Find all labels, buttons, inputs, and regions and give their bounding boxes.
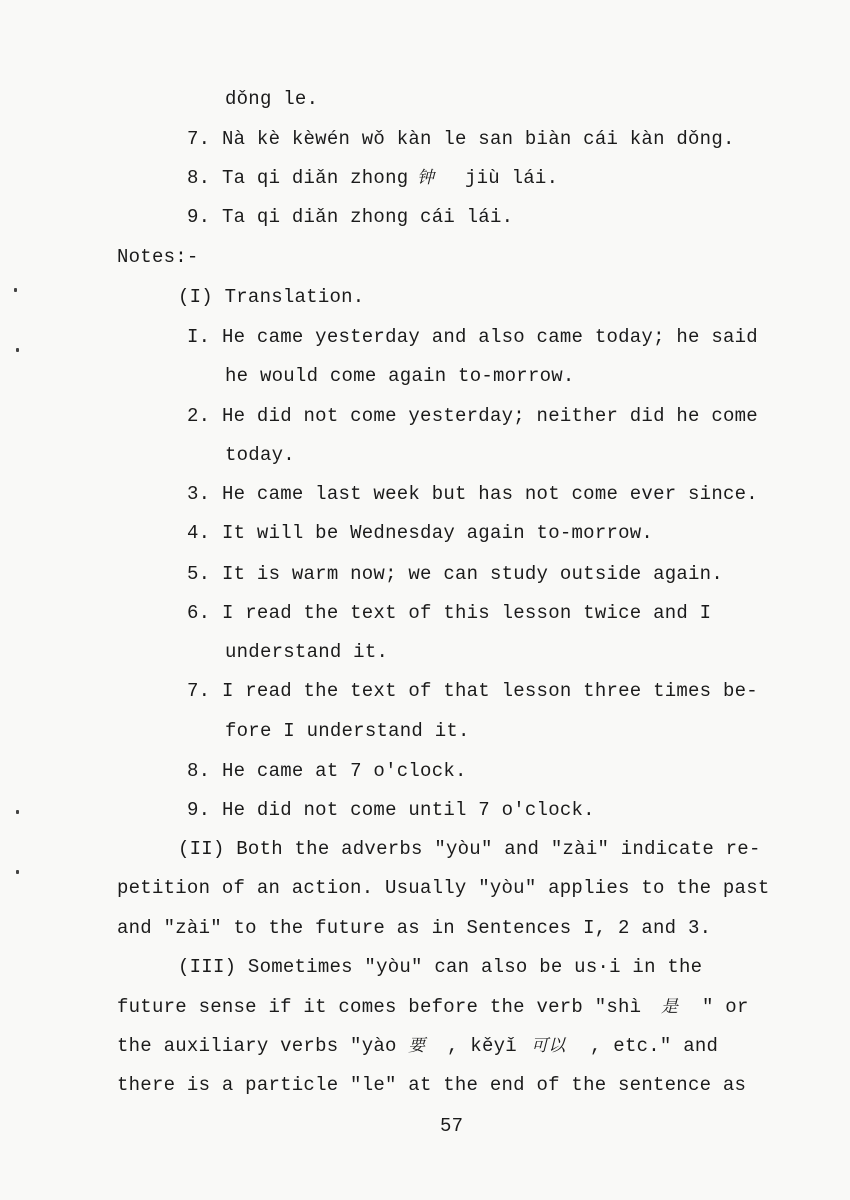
text-line: (III) Sometimes "yòu" can also be us·i in the: [178, 956, 703, 978]
text-line: petition of an action. Usually "yòu" applies to the past: [117, 877, 770, 899]
text-line: 8. Ta qi diǎn zhong: [187, 167, 409, 189]
handwritten-character: 要: [408, 1036, 426, 1056]
show-through-text: [118, 96, 723, 116]
text-line: 2. He did not come yesterday; neither did he come: [187, 405, 758, 427]
text-line: he would come again to-morrow.: [225, 365, 575, 387]
margin-speck: [16, 870, 19, 874]
text-line: 4. It will be Wednesday again to-morrow.: [187, 522, 654, 544]
text-line: 8. He came at 7 o'clock.: [187, 760, 467, 782]
text-line: I. He came yesterday and also came today; he said: [187, 326, 758, 348]
page-number: 57: [440, 1115, 464, 1137]
text-line: (I) Translation.: [178, 286, 365, 308]
handwritten-character: 钟: [417, 168, 435, 188]
handwritten-character: 是: [661, 997, 679, 1017]
text-line: 7. Nà kè kèwén wǒ kàn le san biàn cái kàn dǒng.: [187, 128, 735, 150]
text-line: future sense if it comes before the verb "shì: [117, 996, 642, 1018]
text-line: there is a particle "le" at the end of the sentence as: [117, 1074, 747, 1096]
text-line: fore I understand it.: [225, 720, 470, 742]
text-line: (II) Both the adverbs "yòu" and "zài" indicate re-: [178, 838, 761, 860]
text-line: and "zài" to the future as in Sentences I, 2 and 3.: [117, 917, 712, 939]
text-line: 5. It is warm now; we can study outside again.: [187, 563, 723, 585]
text-line: today.: [225, 444, 295, 466]
text-line: " or: [702, 996, 749, 1018]
section-heading: Notes:-: [117, 246, 199, 268]
margin-speck: [14, 288, 17, 292]
text-line: dǒng le.: [225, 88, 319, 110]
text-line: 7. I read the text of that lesson three times be-: [187, 680, 758, 702]
text-line: understand it.: [225, 641, 389, 663]
text-line: 9. Ta qi diǎn zhong cái lái.: [187, 206, 514, 228]
text-line: , etc." and: [590, 1035, 719, 1057]
text-line: 6. I read the text of this lesson twice and I: [187, 602, 712, 624]
text-line: 3. He came last week but has not come ever since.: [187, 483, 758, 505]
text-line: jiù lái.: [465, 167, 559, 189]
text-line: the auxiliary verbs "yào: [117, 1035, 397, 1057]
margin-speck: [16, 348, 19, 352]
text-line: 9. He did not come until 7 o'clock.: [187, 799, 595, 821]
margin-speck: [16, 810, 19, 814]
text-line: , kěyǐ: [447, 1035, 517, 1057]
handwritten-character: 可以: [531, 1036, 566, 1056]
